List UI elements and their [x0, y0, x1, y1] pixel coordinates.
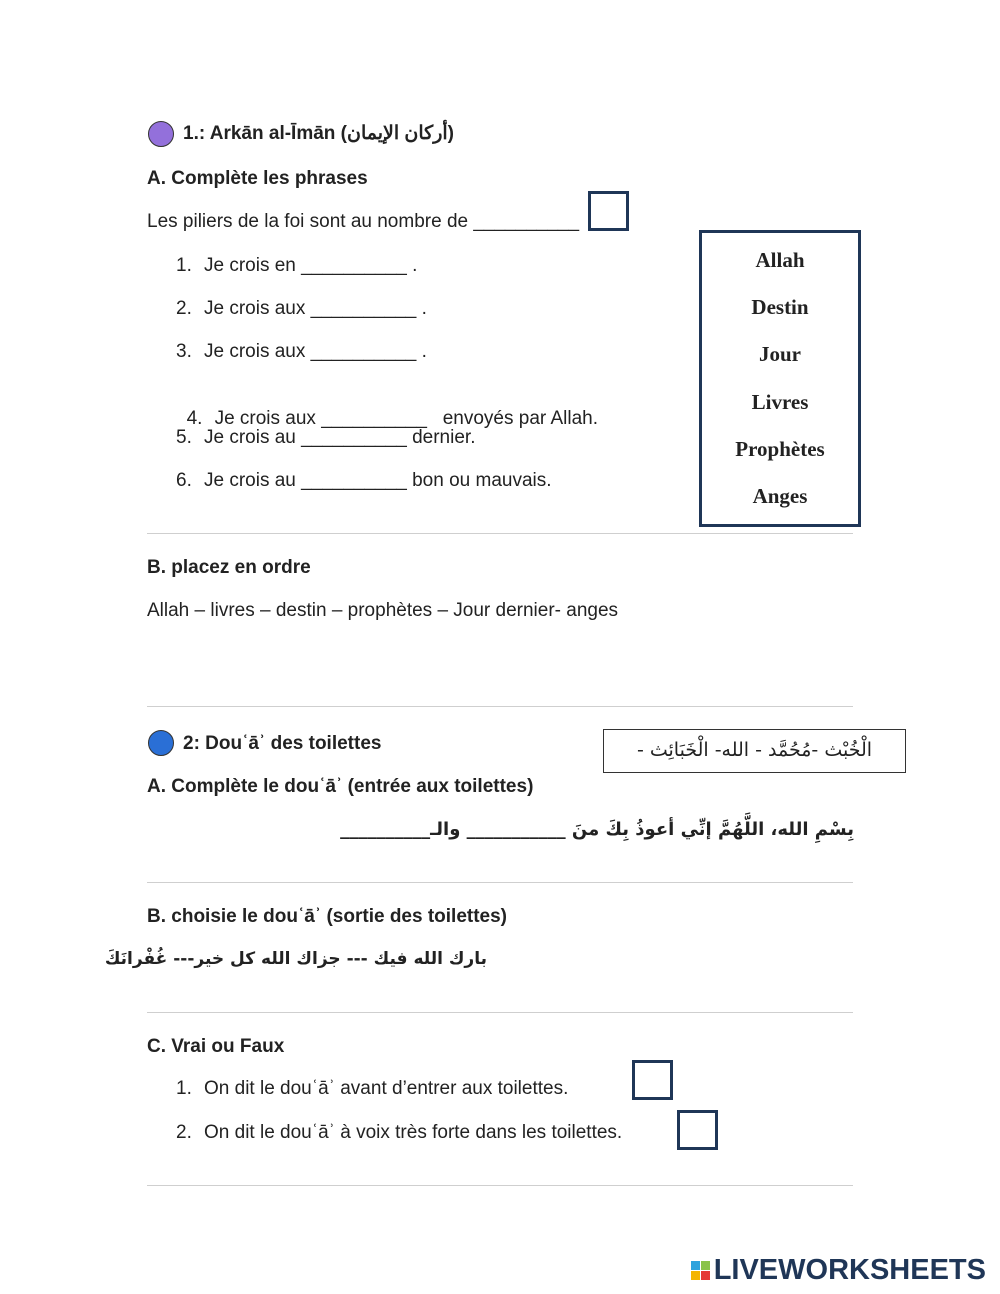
- list-item: [176, 297, 427, 321]
- word-bank-item[interactable]: Destin: [751, 295, 809, 320]
- list-item: [176, 426, 475, 450]
- true-false-item: [176, 1077, 568, 1101]
- list-item-number: 2.: [176, 1122, 192, 1143]
- pillars-count-sentence: Les piliers de la foi sont au nombre de __________: [147, 211, 580, 232]
- section-2-bullet: [148, 730, 174, 756]
- list-item: [176, 340, 427, 364]
- divider: [147, 706, 853, 707]
- word-bank-box: [699, 230, 861, 527]
- part-b-heading: B. placez en ordre: [147, 557, 311, 578]
- pillars-count-answer-box[interactable]: [588, 191, 629, 231]
- section-2-part-b-heading: B. choisie le douʿāʾ (sortie des toilettes): [147, 906, 508, 927]
- list-item: [176, 254, 417, 278]
- list-item-number: 4.: [186, 408, 203, 429]
- list-item-text: On dit le douʿāʾ à voix très forte dans les toilettes.: [204, 1122, 623, 1143]
- divider: [147, 882, 853, 883]
- list-item-text: Je crois au __________ bon ou mauvais.: [204, 470, 552, 491]
- true-false-answer-box-1[interactable]: [632, 1060, 673, 1100]
- list-item-number: 3.: [176, 341, 192, 362]
- part-a-heading: A. Complète les phrases: [147, 168, 368, 189]
- section-1-title: 1.: Arkān al-Īmān (أركان الإيمان): [183, 123, 454, 144]
- list-item: [176, 383, 598, 431]
- list-item-text: Je crois aux __________ envoyés par Allah.: [214, 408, 598, 429]
- list-item-text: Je crois aux __________ .: [204, 341, 427, 362]
- order-words[interactable]: Allah – livres – destin – prophètes – Jour dernier- anges: [147, 600, 619, 621]
- word-bank-item[interactable]: Livres: [751, 389, 809, 414]
- douaa-entry-text[interactable]: بِسْمِ الله، اللَّهُمَّ إنِّي أعوذُ بِكَ منَ ___________ والـ__________: [340, 819, 854, 840]
- word-bank-item[interactable]: Jour: [759, 342, 801, 367]
- divider: [147, 1185, 853, 1186]
- word-bank-item[interactable]: Prophètes: [735, 436, 825, 461]
- list-item-text: Je crois aux __________ .: [204, 298, 427, 319]
- liveworksheets-logo: [691, 1254, 986, 1287]
- list-item-number: 6.: [176, 470, 192, 491]
- true-false-item: [176, 1121, 622, 1145]
- list-item: [176, 469, 552, 493]
- list-item-number: 1.: [176, 1078, 192, 1099]
- true-false-answer-box-2[interactable]: [677, 1110, 718, 1150]
- section-2-title: 2: Douʿāʾ des toilettes: [183, 733, 382, 754]
- logo-icon: [691, 1261, 710, 1280]
- list-item-number: 1.: [176, 255, 192, 276]
- list-item-text: Je crois au __________ dernier.: [204, 427, 476, 448]
- list-item-text: Je crois en __________ .: [204, 255, 418, 276]
- word-bank-item[interactable]: Allah: [755, 248, 805, 273]
- douaa-exit-choices[interactable]: بارك الله فيك --- جزاك الله كل خير--- غُفْرانَكَ: [104, 949, 487, 969]
- word-bank-item[interactable]: Anges: [752, 483, 808, 508]
- list-item-text: On dit le douʿāʾ avant d’entrer aux toilettes.: [204, 1078, 569, 1099]
- section-2-part-a-heading: A. Complète le douʿāʾ (entrée aux toilettes): [147, 776, 534, 797]
- list-item-number: 5.: [176, 427, 192, 448]
- section-2-part-c-heading: C. Vrai ou Faux: [147, 1036, 285, 1057]
- douaa-word-bank[interactable]: الْخُبْث -مُحُمَّد - الله- الْخَبَائِث -: [603, 729, 906, 773]
- divider: [147, 1012, 853, 1013]
- logo-text: LIVEWORKSHEETS: [713, 1254, 986, 1286]
- section-1-bullet: [148, 121, 174, 147]
- divider: [147, 533, 853, 534]
- list-item-number: 2.: [176, 298, 192, 319]
